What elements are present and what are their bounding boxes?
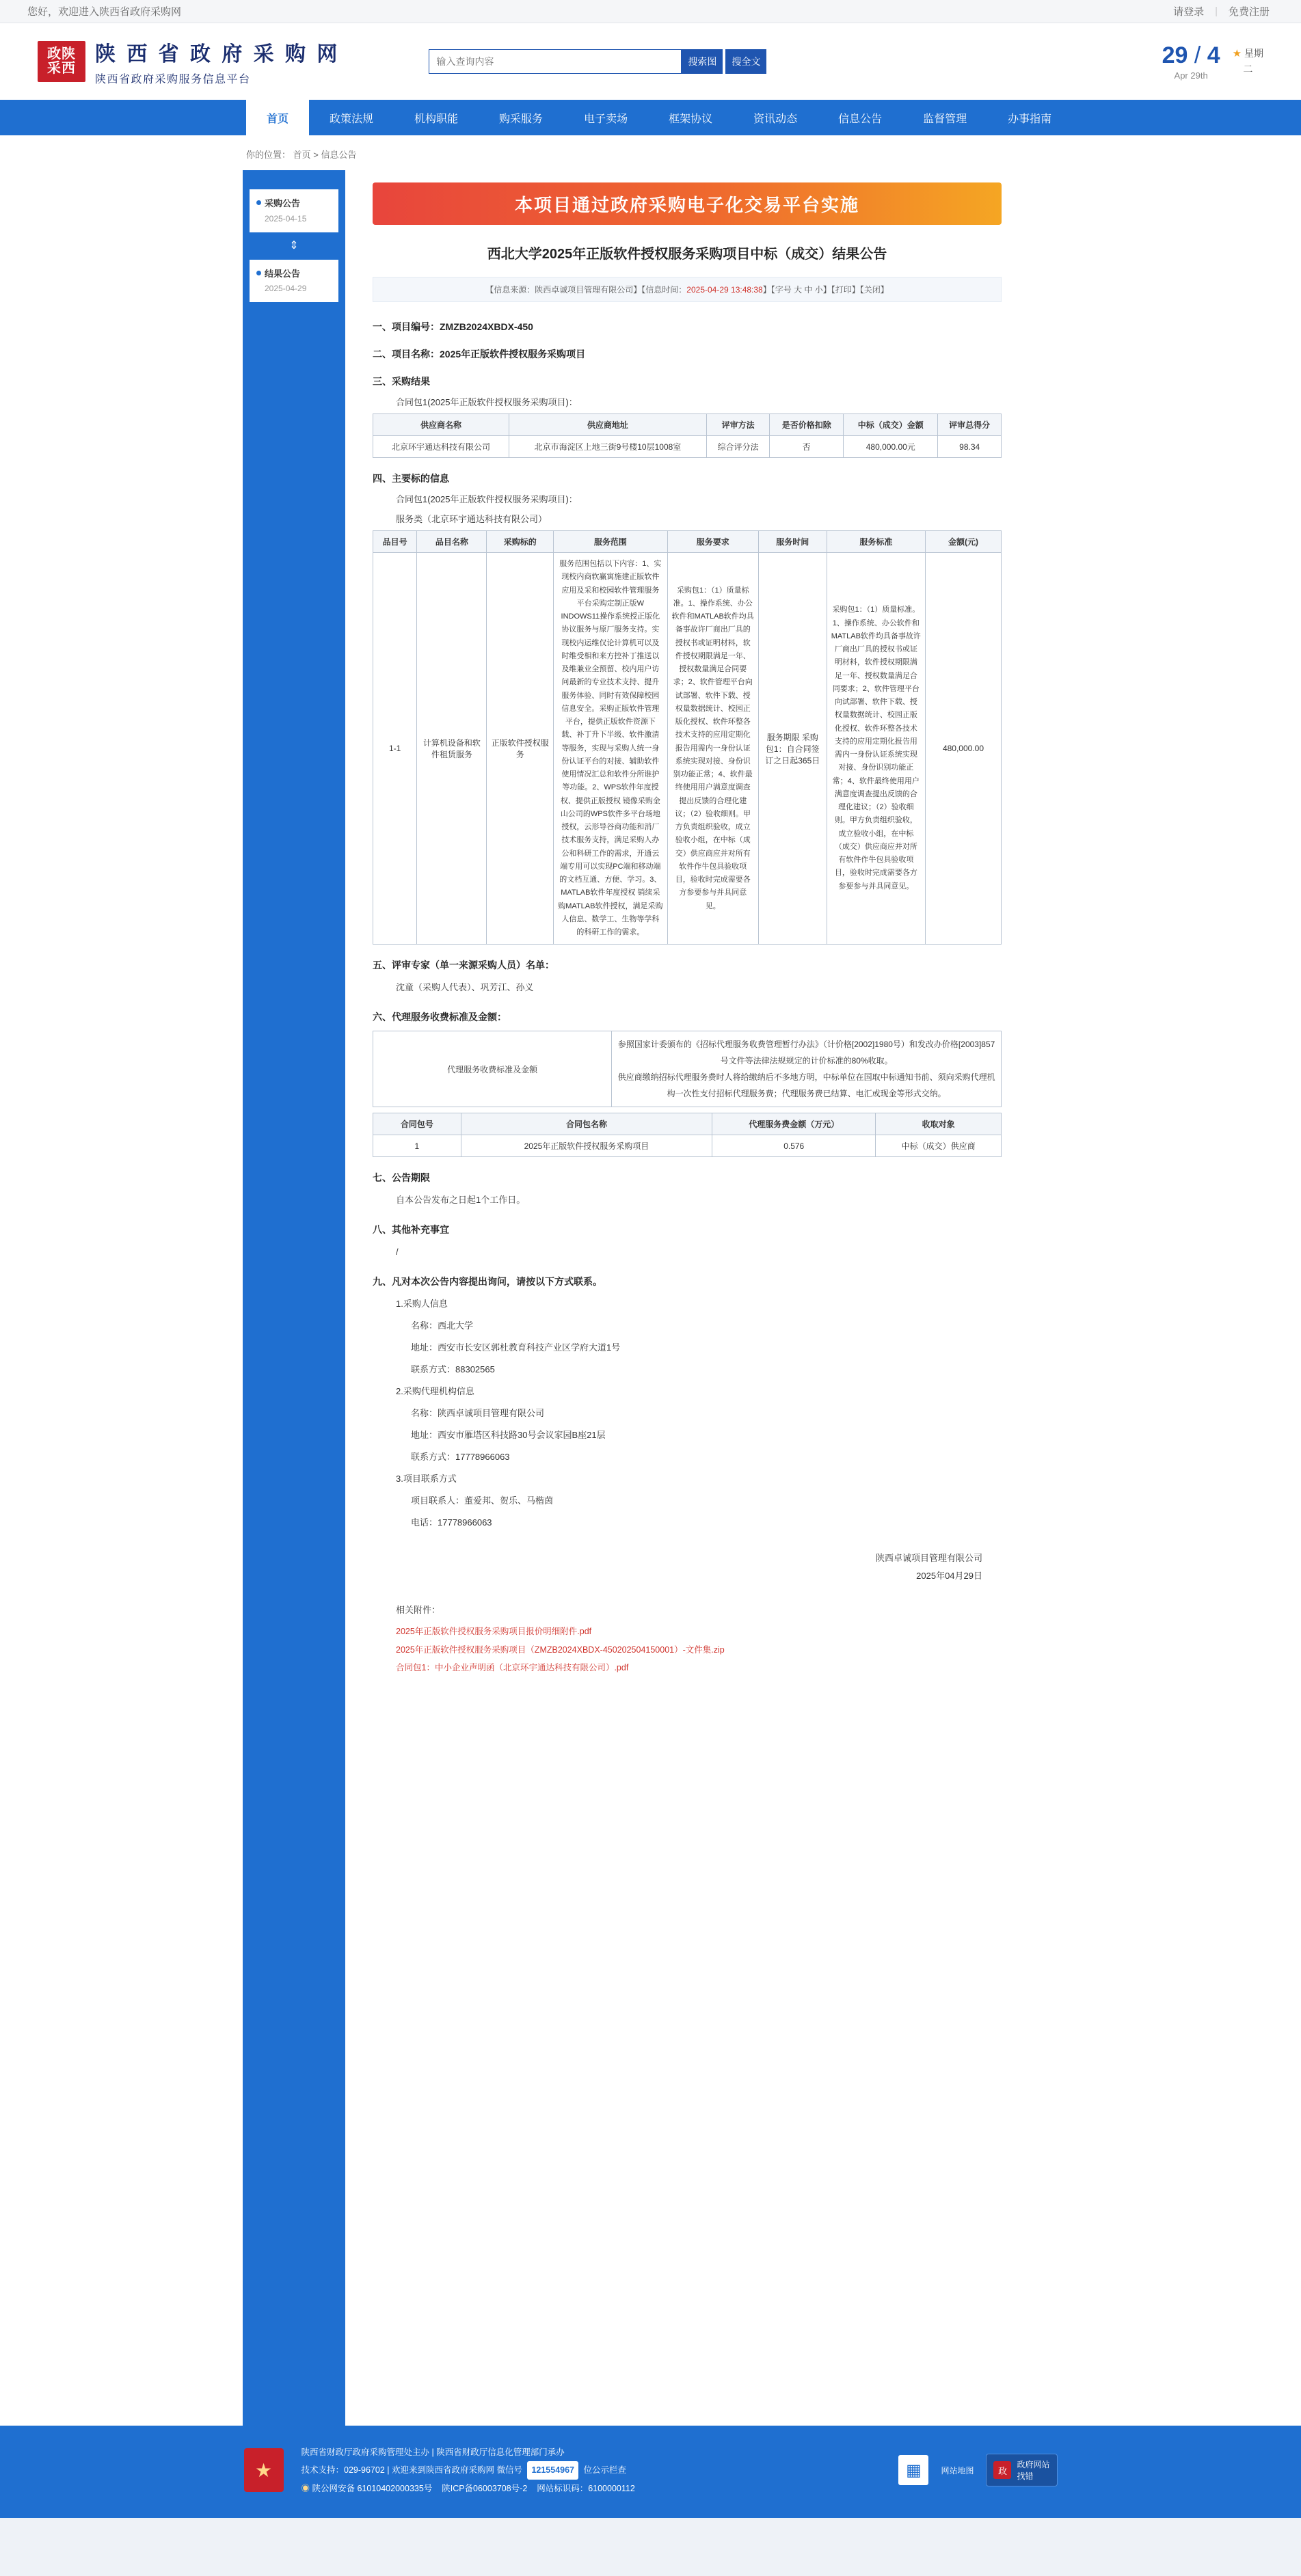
- top-utility-bar: [0, 0, 1301, 23]
- col-amount: 金额(元): [925, 531, 1001, 553]
- agent-fee-table: [373, 1113, 1002, 1157]
- site-id: 网站标识码：6100000112: [537, 2483, 635, 2493]
- logo-text: [95, 37, 340, 86]
- promo-banner-text: 本项目通过政府采购电子化交易平台实施: [514, 194, 859, 215]
- col-service-requirement: 服务要求: [667, 531, 758, 553]
- meta-source: 陕西卓诚项目管理有限公司: [535, 285, 634, 295]
- date-display: 29 / 4: [1162, 42, 1220, 68]
- other-value: /: [396, 1247, 399, 1258]
- project-number-value: ZMZB2024XBDX-450: [440, 321, 533, 332]
- result-package-label: 合同包1(2025年正版软件授权服务采购项目)：: [396, 397, 578, 407]
- register-link[interactable]: 免费注册: [1228, 6, 1270, 18]
- site-logo[interactable]: [38, 37, 340, 86]
- sidebar-item-title: 结果公告: [265, 268, 301, 279]
- sidebar-toggle-icon[interactable]: ⇕: [289, 239, 299, 252]
- section-period-head: 七、公告期限: [373, 1172, 430, 1184]
- contact-purchaser-head: 1.采购人信息: [396, 1299, 448, 1310]
- sidebar-item-result-notice[interactable]: [250, 260, 338, 303]
- star-icon: ★: [1232, 48, 1242, 60]
- cell-price-deduction: 否: [770, 436, 844, 458]
- col-review-method: 评审方法: [706, 414, 770, 436]
- footer-line-3: [301, 2480, 881, 2497]
- section-project-name: [373, 347, 1002, 361]
- cell-procurement-target: 正版软件授权服务: [487, 553, 554, 945]
- national-emblem-icon: ★: [244, 2448, 284, 2492]
- agent-fee-note-p2: 供应商缴纳招标代理服务费时人将给缴纳后不多地方明，中标单位在国取中标通知书前、须向采购代理机构一次性支付招标代理服务费；代理服务费已结算、电汇或现金等形式交纳。: [617, 1072, 995, 1099]
- col-supplier-address: 供应商地址: [509, 414, 707, 436]
- attachment-link-2[interactable]: 2025年正版软件授权服务采购项目（ZMZB2024XBDX-450202504150001）-文件集.zip: [396, 1644, 725, 1655]
- contact-agency-name: 名称：陕西卓诚项目管理有限公司: [411, 1408, 545, 1419]
- signoff: [373, 1549, 1002, 1585]
- gov-badge-line2: 找错: [1017, 2471, 1034, 2482]
- contact-purchaser-name: 名称：西北大学: [411, 1320, 474, 1331]
- top-links: [1169, 3, 1274, 20]
- cell-package-no: 1: [373, 1135, 461, 1157]
- col-package-name: 合同包名称: [461, 1113, 712, 1135]
- sidebar-item-title: 采购公告: [265, 198, 301, 208]
- nav-item-guide[interactable]: 办事指南: [1008, 113, 1052, 125]
- attachments-title: 相关附件：: [396, 1605, 441, 1616]
- cell-supplier-address: 北京市海淀区上地三街9号楼10层1008室: [509, 436, 707, 458]
- agent-fee-note-table: [373, 1031, 1002, 1107]
- date-month: 4: [1207, 42, 1220, 68]
- col-fee-amount: 代理服务费金额（万元）: [712, 1113, 876, 1135]
- cell-fee-amount: 0.576: [712, 1135, 876, 1157]
- footer-right: [898, 2454, 1057, 2486]
- search-button[interactable]: 搜索图: [682, 49, 723, 74]
- result-table: [373, 413, 1002, 458]
- nav-item-home[interactable]: 首页: [246, 100, 309, 135]
- footer-wechat-number: 121554967: [527, 2461, 578, 2479]
- gov-badge-line1: 政府网站: [1017, 2460, 1050, 2470]
- nav-item-supervision[interactable]: 监督管理: [923, 113, 967, 125]
- footer-line-2: [301, 2461, 881, 2479]
- shield-icon: ◉: [301, 2483, 310, 2493]
- contact-project-person: 项目联系人：董爱邦、贺乐、马楷茵: [411, 1495, 554, 1506]
- col-supplier-name: 供应商名称: [373, 414, 509, 436]
- cell-service-requirement: 采购包1：（1）质量标准。1、操作系统、办公软件和MATLAB软件均具备事故许厂商出厂具的授权书或证明材料，软件授权期限满足一年、授权数量满足合同要求；2、软件管理平台向试部署、软件下载、授权量数据统计、校园正版化授权、软件环整各技术支持的应用定期化报告用需内一身份认证系统实现对接、身份识别功能正常；4、软件最终使用用户满意度调查提出反馈的合理化建议；（2）验收细则。甲方负责组织验收，成立验收小组，在中标（成交）供应商应并对所有软件作牛包具验收项目，验收时完成需要各方参要参与并具同意见。: [667, 553, 758, 945]
- section-main-goods-head: 四、主要标的信息: [373, 473, 449, 484]
- table-row: [373, 1135, 1002, 1157]
- search-input[interactable]: [429, 49, 682, 74]
- cell-award-amount: 480,000.00元: [844, 436, 938, 458]
- section-experts-head: 五、评审专家（单一来源采购人员）名单：: [373, 960, 554, 971]
- cell-service-time: 服务期限 采购包1：自合同签订之日起365日: [758, 553, 827, 945]
- cell-amount: 480,000.00: [925, 553, 1001, 945]
- contact-agency-address: 地址：西安市雁塔区科技路30号会议家园B座21层: [411, 1430, 606, 1441]
- breadcrumb-prefix: 你的位置：: [246, 150, 291, 160]
- contact-project-head: 3.项目联系方式: [396, 1474, 457, 1484]
- contact-agency-tel: 联系方式：17778966063: [411, 1452, 510, 1463]
- section-2-head: 二、项目名称：: [373, 349, 440, 360]
- sidebar: [243, 170, 345, 2426]
- meta-source-label: 【信息来源：: [485, 285, 535, 295]
- logo-mark-icon: [38, 41, 85, 82]
- main-nav: [0, 100, 1301, 135]
- breadcrumb-current: 信息公告: [321, 150, 357, 160]
- footer-line-1: 陕西省财政厅政府采购管理处主办 | 陕西省财政厅信息化管理部门承办: [301, 2448, 565, 2457]
- section-other-head: 八、其他补充事宜: [373, 1224, 449, 1236]
- site-name: 陕 西 省 政 府 采 购 网: [95, 43, 340, 66]
- police-record[interactable]: 陕公网安备 61010402000335号: [312, 2483, 433, 2493]
- table-row: [373, 1031, 1002, 1107]
- page-title: 西北大学2025年正版软件授权服务采购项目中标（成交）结果公告: [487, 247, 887, 262]
- section-agentfee-head: 六、代理服务收费标准及金额：: [373, 1012, 507, 1023]
- signoff-org: 陕西卓诚项目管理有限公司: [875, 1553, 982, 1564]
- col-price-deduction: 是否价格扣除: [770, 414, 844, 436]
- sitemap-label[interactable]: 网站地图: [941, 2465, 974, 2476]
- footer-text: [301, 2443, 881, 2497]
- signoff-date: 2025年04月29日: [916, 1571, 982, 1582]
- weekday-value: 二: [1243, 63, 1253, 74]
- cell-supplier-name: 北京环宇通达科技有限公司: [373, 436, 509, 458]
- col-service-standard: 服务标准: [827, 531, 925, 553]
- footer-line-2a: 技术支持：029-96702 | 欢迎来到陕西省政府采购网 微信号: [301, 2465, 522, 2476]
- logo-mark-line1: 政陕: [47, 46, 76, 62]
- cell-total-score: 98.34: [938, 436, 1002, 458]
- nav-item-services[interactable]: 购采服务: [499, 113, 544, 125]
- site-header: [0, 23, 1301, 100]
- cell-review-method: 综合评分法: [706, 436, 770, 458]
- attachment-link-3[interactable]: 合同包1：中小企业声明函（北京环宇通达科技有限公司）.pdf: [396, 1662, 629, 1672]
- cell-item-no: 1-1: [373, 553, 417, 945]
- weekday-widget: [1233, 46, 1263, 77]
- bullet-icon: [256, 200, 261, 205]
- contact-agency-head: 2.采购代理机构信息: [396, 1386, 474, 1397]
- breadcrumb-home[interactable]: 首页: [293, 150, 311, 160]
- page-layout: [0, 170, 1301, 2426]
- promo-banner: [373, 182, 1002, 225]
- table-row: [373, 436, 1002, 458]
- table-header-row: [373, 1113, 1002, 1135]
- agent-fee-note: [612, 1031, 1002, 1107]
- greeting-text: 您好，欢迎进入陕西省政府采购网: [27, 6, 182, 18]
- goods-service-label: 服务类（北京环宇通达科技有限公司）: [396, 514, 548, 524]
- meta-time-label: 】【信息时间：: [633, 285, 687, 295]
- col-service-time: 服务时间: [758, 531, 827, 553]
- cell-fee-payer: 中标（成交）供应商: [876, 1135, 1002, 1157]
- date-english: Apr 29th: [1174, 70, 1208, 81]
- meta-actions[interactable]: 】【字号 大 中 小】【打印】【关闭】: [762, 285, 889, 295]
- section-contact-head: 九、凡对本次公告内容提出询问，请按以下方式联系。: [373, 1276, 602, 1288]
- goods-package-label: 合同包1(2025年正版软件授权服务采购项目)：: [396, 494, 578, 504]
- cell-package-name: 2025年正版软件授权服务采购项目: [461, 1135, 712, 1157]
- site-subtitle: 陕西省政府采购服务信息平台: [95, 74, 251, 85]
- cell-service-scope: 服务范围包括以下内容：1、实现校内商软赢寓施建正版软件应用及采和校园软件管理服务平台采购定制正版W INDOWS11操作系统授正版化协议服务与原厂服务支持。实现校内运维仅论计算机可以及时维受相和来方控补丁推送以及维兼业全预留、校内用户访问最新的专业技术支持、提升服务体验、同时有效保障校园信息安全。采购正版软件管理平台，提供正版软件资源下载、补丁升下半级、软件激清等服务，实现与采购人统一身份认证平台的对接、辅助软件使用情况汇总和软件分所谁护等功能。2、WPS软件年度授权、提供正版授权 镜像采购金山公司的WPS软件多平台场地授权，云形导谷商功能和消厂技术服务支持，满足采购人办公和科研工作的需求，开通云端专用可以实现PC端和移动端的文档互通、方便、学习。3、MATLAB软件年度授权 销续采购MATLAB软件授权，满足采购人信息、数学工、生物等学科的科研工作的需求。: [554, 553, 667, 945]
- search-area: [429, 49, 766, 74]
- attachments-list: [373, 1623, 1002, 1677]
- nav-item-framework[interactable]: 框架协议: [669, 113, 713, 125]
- col-award-amount: 中标（成交）金额: [844, 414, 938, 436]
- project-name-value: 2025年正版软件授权服务采购项目: [440, 349, 586, 360]
- section-project-number: [373, 320, 1002, 334]
- cell-service-standard: 采购包1：（1）质量标准。1、操作系统、办公软件和MATLAB软件均具备事故许厂商出厂具的授权书或证明材料，软件授权期限满足一年、授权数量满足合同要求；2、软件管理平台向试部署、软件下载、授权量数据统计、校园正版化授权、软件环整各技术支持的应用定期化报告用需内一身份认证系统实现对接、身份识别功能正常；4、软件最终使用用户满意度调查提出反馈的合理化建议；（2）验收细则。甲方负责组织验收，成立验收小组，在中标（成交）供应商应并对所有软件作牛包具验收项目，验收时完成需要各方参要参与并具同意见。: [827, 553, 925, 945]
- col-fee-payer: 收取对象: [876, 1113, 1002, 1135]
- date-day: 29: [1162, 42, 1188, 68]
- nav-item-policy[interactable]: 政策法规: [330, 113, 374, 125]
- section-1-head: 一、项目编号：: [373, 321, 440, 332]
- experts-value: 沈童（采购人代表）、巩芳江、孙义: [396, 982, 534, 993]
- bullet-icon: [256, 271, 261, 275]
- date-widget: [1162, 42, 1263, 81]
- period-value: 自本公告发布之日起1个工作日。: [396, 1195, 526, 1206]
- weekday-label: 星期: [1244, 48, 1263, 59]
- sidebar-item-date: 2025-04-29: [265, 284, 307, 293]
- link-separator: |: [1215, 5, 1218, 17]
- nav-item-emarket[interactable]: 电子卖场: [584, 113, 628, 125]
- goods-table: [373, 530, 1002, 945]
- article-meta: [373, 277, 1002, 302]
- search-fulltext-button[interactable]: 搜全文: [725, 49, 766, 74]
- contact-purchaser-tel: 联系方式：88302565: [411, 1364, 495, 1375]
- gov-report-badge[interactable]: [986, 2454, 1057, 2486]
- icp-record[interactable]: 陕ICP备06003708号-2: [442, 2483, 528, 2493]
- table-row: [373, 553, 1002, 945]
- col-package-no: 合同包号: [373, 1113, 461, 1135]
- site-footer: [0, 2426, 1301, 2518]
- nav-item-functions[interactable]: 机构职能: [414, 113, 459, 125]
- attachment-link-1[interactable]: 2025年正版软件授权服务采购项目报价明细附件.pdf: [396, 1627, 592, 1637]
- qr-code-icon[interactable]: ▦: [898, 2455, 928, 2485]
- col-service-scope: 服务范围: [554, 531, 667, 553]
- sidebar-item-purchase-notice[interactable]: [250, 189, 338, 232]
- login-link[interactable]: 请登录: [1173, 6, 1205, 18]
- table-header-row: [373, 414, 1002, 436]
- nav-item-announcements[interactable]: 信息公告: [838, 113, 883, 125]
- article-content: [345, 170, 1029, 2426]
- nav-item-news[interactable]: 资讯动态: [753, 113, 798, 125]
- col-item-name: 品目名称: [417, 531, 487, 553]
- contact-purchaser-address: 地址：西安市长安区郭杜教育科技产业区学府大道1号: [411, 1342, 621, 1353]
- cell-item-name: 计算机设备和软件租赁服务: [417, 553, 487, 945]
- breadcrumb-separator: >: [313, 150, 319, 160]
- logo-mark-line2: 采西: [47, 61, 76, 76]
- section-result-head: 三、采购结果: [373, 376, 430, 387]
- gov-badge-mark-icon: 政: [993, 2461, 1011, 2479]
- sidebar-item-date: 2025-04-15: [265, 213, 307, 223]
- meta-time: 2025-04-29 13:48:38: [686, 285, 763, 295]
- table-header-row: [373, 531, 1002, 553]
- footer-line-2b: 位公示栏查: [583, 2465, 627, 2476]
- agent-fee-note-p1: 参照国家计委颁布的《招标代理服务收费管理暂行办法》（计价格[2002]1980号）和发改办价格[2003]857号文件等法律法规规定的计价标准的80%收取。: [617, 1040, 995, 1066]
- col-item-no: 品目号: [373, 531, 417, 553]
- contact-project-tel: 电话：17778966063: [411, 1517, 492, 1528]
- col-procurement-target: 采购标的: [487, 531, 554, 553]
- agent-fee-label: 代理服务收费标准及金额: [373, 1031, 612, 1107]
- col-total-score: 评审总得分: [938, 414, 1002, 436]
- breadcrumb: [0, 135, 1301, 170]
